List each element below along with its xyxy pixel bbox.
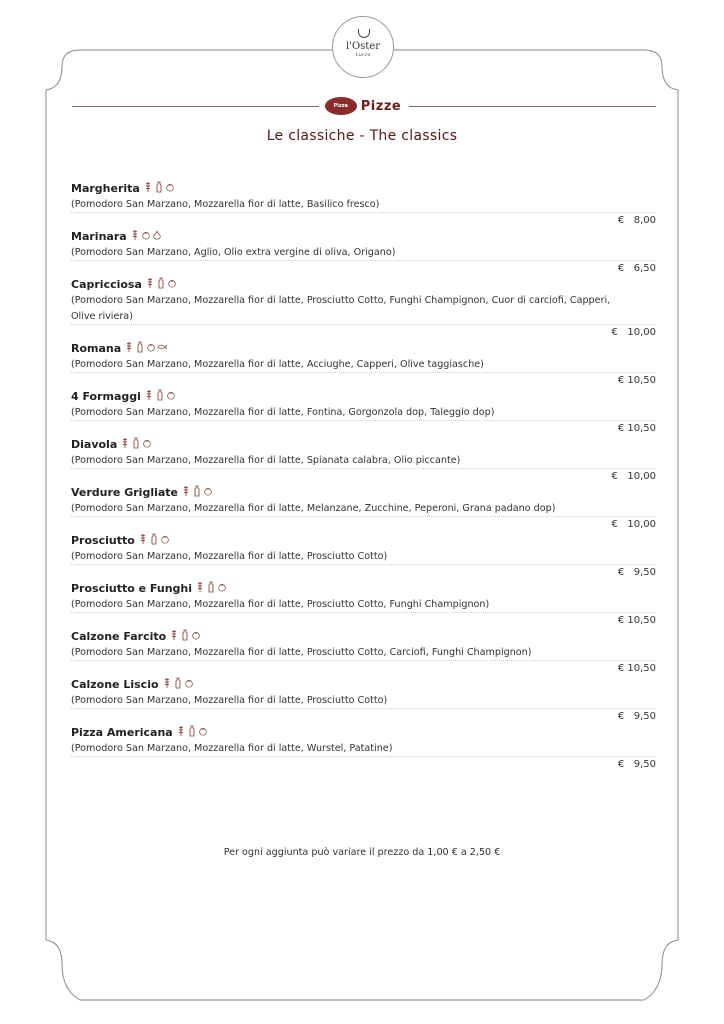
item-price: € 9,50 — [617, 759, 656, 770]
menu-item — [71, 628, 656, 676]
wheat-icon — [130, 229, 140, 244]
item-description: (Pomodoro San Marzano, Mozzarella fior di latte, Prosciutto Cotto, Funghi Champignon, Cuor di carciofi, Capperi, Olive riviera) — [71, 295, 611, 322]
tomato-icon — [184, 677, 194, 692]
item-name: Capricciosa — [71, 278, 142, 291]
menu-list — [71, 180, 656, 772]
item-description: (Pomodoro San Marzano, Mozzarella fior di latte, Prosciutto Cotto) — [71, 695, 388, 706]
bottle-icon — [173, 677, 183, 692]
price-row — [71, 212, 656, 228]
allergen-icons — [144, 389, 176, 404]
price-row — [71, 660, 656, 676]
logo-subtext: Lucca — [355, 52, 371, 58]
wheat-icon — [195, 581, 205, 596]
price-row — [71, 516, 656, 532]
tomato-icon — [165, 181, 175, 196]
allergen-icons — [169, 629, 201, 644]
allergen-icons — [162, 677, 194, 692]
tomato-icon — [191, 629, 201, 644]
menu-item — [71, 724, 656, 772]
item-name: Marinara — [71, 230, 127, 243]
item-name: Romana — [71, 342, 122, 355]
wheat-icon — [162, 677, 172, 692]
menu-item — [71, 276, 656, 340]
wheat-icon — [181, 485, 191, 500]
menu-item — [71, 484, 656, 532]
menu-item — [71, 676, 656, 724]
bottle-icon — [131, 437, 141, 452]
divider — [409, 106, 656, 107]
divider — [72, 106, 319, 107]
wheat-icon — [124, 341, 134, 356]
item-description: (Pomodoro San Marzano, Aglio, Olio extra vergine di oliva, Origano) — [71, 247, 396, 258]
price-row — [71, 468, 656, 484]
section-title: Pizze — [360, 98, 402, 114]
bottle-icon — [192, 485, 202, 500]
item-name: Calzone Farcito — [71, 630, 167, 643]
wheat-icon — [144, 389, 154, 404]
tomato-icon — [203, 485, 213, 500]
section-header — [72, 96, 656, 116]
bottle-icon — [156, 277, 166, 292]
item-price: € 9,50 — [617, 711, 656, 722]
item-description: (Pomodoro San Marzano, Mozzarella fior di latte, Fontina, Gorgonzola dop, Taleggio dop) — [71, 407, 495, 418]
price-row — [71, 372, 656, 388]
bottle-icon — [180, 629, 190, 644]
restaurant-logo — [332, 16, 394, 78]
bottle-icon — [135, 341, 145, 356]
item-price: € 10,00 — [611, 519, 656, 530]
allergen-icons — [145, 277, 177, 292]
footer-note: Per ogni aggiunta può variare il prezzo da 1,00 € a 2,50 € — [223, 847, 501, 858]
tomato-icon — [198, 725, 208, 740]
wine-glass-icon — [358, 29, 370, 38]
item-price: € 10,50 — [617, 423, 656, 434]
price-row — [71, 564, 656, 580]
menu-item — [71, 340, 656, 388]
item-name: Prosciutto e Funghi — [71, 582, 193, 595]
allergen-icons — [130, 229, 162, 244]
tomato-icon — [142, 437, 152, 452]
allergen-icons — [138, 533, 170, 548]
item-name: 4 Formaggi — [71, 390, 141, 403]
tomato-icon — [141, 229, 151, 244]
item-description: (Pomodoro San Marzano, Mozzarella fior di latte, Basilico fresco) — [71, 199, 380, 210]
bottle-icon — [206, 581, 216, 596]
wheat-icon — [143, 181, 153, 196]
item-price: € 8,00 — [617, 215, 656, 226]
item-price: € 10,50 — [617, 615, 656, 626]
item-name: Diavola — [71, 438, 118, 451]
item-description: (Pomodoro San Marzano, Mozzarella fior di latte, Prosciutto Cotto) — [71, 551, 388, 562]
menu-item — [71, 228, 656, 276]
item-name: Prosciutto — [71, 534, 135, 547]
price-row — [71, 260, 656, 276]
allergen-icons — [143, 181, 175, 196]
bottle-icon — [154, 181, 164, 196]
item-name: Pizza Americana — [71, 726, 173, 739]
item-description: (Pomodoro San Marzano, Mozzarella fior di latte, Melanzane, Zucchine, Peperoni, Grana padano dop) — [71, 503, 556, 514]
menu-item — [71, 180, 656, 228]
wheat-icon — [120, 437, 130, 452]
price-row — [71, 708, 656, 724]
wheat-icon — [169, 629, 179, 644]
item-price: € 6,50 — [617, 263, 656, 274]
item-price: € 10,50 — [617, 375, 656, 386]
tomato-icon — [160, 533, 170, 548]
allergen-icons — [195, 581, 227, 596]
tomato-icon — [217, 581, 227, 596]
bottle-icon — [187, 725, 197, 740]
allergen-icons — [181, 485, 213, 500]
price-row — [71, 612, 656, 628]
item-price: € 10,00 — [611, 327, 656, 338]
menu-item — [71, 580, 656, 628]
wheat-icon — [145, 277, 155, 292]
price-row — [71, 756, 656, 772]
allergen-icons — [176, 725, 208, 740]
item-description: (Pomodoro San Marzano, Mozzarella fior di latte, Spianata calabra, Olio piccante) — [71, 455, 461, 466]
wheat-icon — [138, 533, 148, 548]
fish-icon — [157, 341, 167, 356]
item-price: € 10,50 — [617, 663, 656, 674]
section-subtitle: Le classiche - The classics — [266, 128, 458, 144]
item-price: € 9,50 — [617, 567, 656, 578]
item-name: Calzone Liscio — [71, 678, 159, 691]
bottle-icon — [155, 389, 165, 404]
menu-item — [71, 532, 656, 580]
bottle-icon — [149, 533, 159, 548]
logo-text: l'Oster — [346, 41, 380, 52]
tomato-icon — [167, 277, 177, 292]
item-name: Verdure Grigliate — [71, 486, 178, 499]
menu-item — [71, 436, 656, 484]
allergen-icons — [124, 341, 167, 356]
item-price: € 10,00 — [611, 471, 656, 482]
item-description: (Pomodoro San Marzano, Mozzarella fior di latte, Prosciutto Cotto, Carciofi, Funghi Champignon) — [71, 647, 532, 658]
wheat-icon — [176, 725, 186, 740]
tomato-icon — [166, 389, 176, 404]
pizza-badge-icon: Pizza — [325, 97, 357, 115]
item-description: (Pomodoro San Marzano, Mozzarella fior di latte, Prosciutto Cotto, Funghi Champignon) — [71, 599, 490, 610]
item-description: (Pomodoro San Marzano, Mozzarella fior di latte, Acciughe, Capperi, Olive taggiasche) — [71, 359, 484, 370]
garlic-icon — [152, 229, 162, 244]
price-row — [71, 324, 656, 340]
item-description: (Pomodoro San Marzano, Mozzarella fior di latte, Wurstel, Patatine) — [71, 743, 393, 754]
allergen-icons — [120, 437, 152, 452]
tomato-icon — [146, 341, 156, 356]
item-name: Margherita — [71, 182, 140, 195]
menu-item — [71, 388, 656, 436]
price-row — [71, 420, 656, 436]
